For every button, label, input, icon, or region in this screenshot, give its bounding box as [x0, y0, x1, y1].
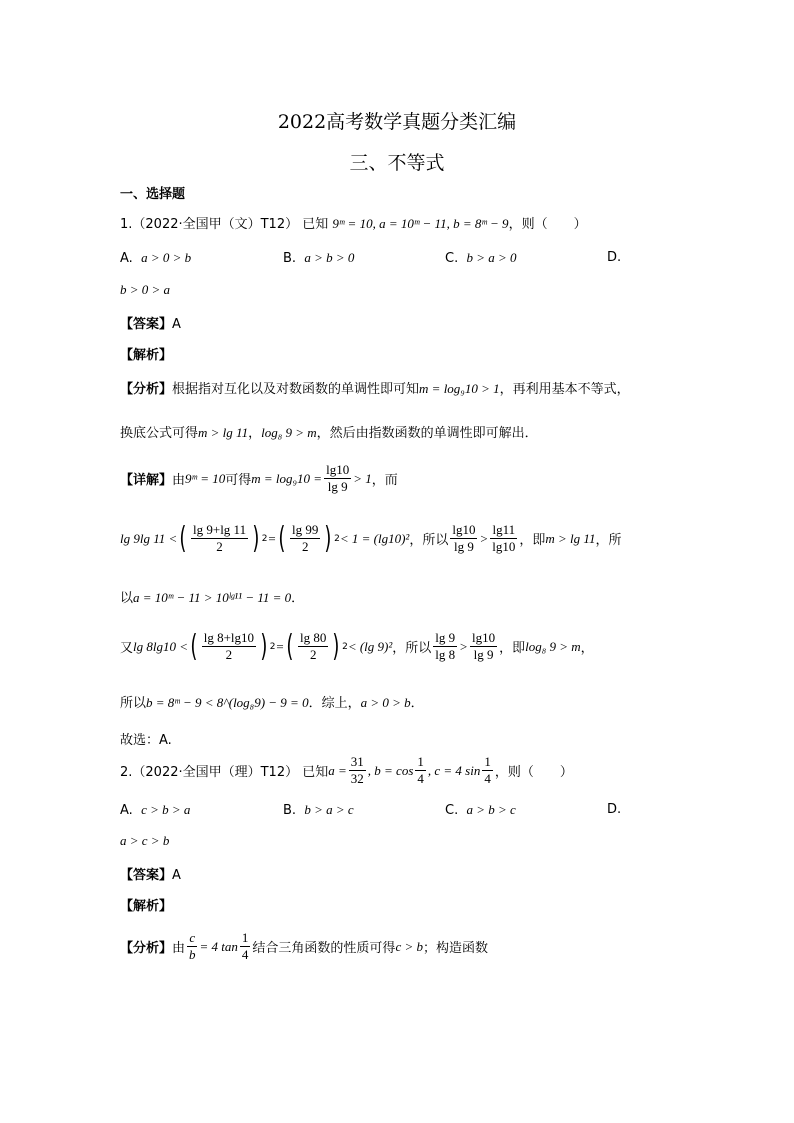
text: 又: [120, 641, 134, 656]
q2-answer: [120, 864, 181, 883]
math: m = log₉10 > 1: [419, 381, 500, 396]
math: log₈ 9 > m: [525, 638, 581, 654]
text: ，: [580, 641, 594, 656]
answer-tag: 【答案】: [120, 317, 173, 332]
q1-label: 1.（2022·全国甲（文）T12） 已知: [120, 217, 329, 232]
q1-option-c: [445, 250, 517, 266]
q2-tail: ，则（ ）: [494, 765, 573, 780]
text: ，即: [499, 641, 526, 656]
text: ，然后由指数函数的单调性即可解出．: [316, 426, 538, 441]
option-letter: C.: [445, 251, 459, 266]
math: , b = cos: [367, 762, 414, 778]
q1-fenxi-line-2: [120, 422, 538, 441]
q2-label: 2.（2022·全国甲（理）T12） 已知: [120, 765, 329, 780]
denominator: 2: [309, 647, 317, 662]
text: 可得: [225, 473, 252, 488]
paren-close: ): [324, 520, 332, 556]
math: a > 0 > b: [360, 695, 411, 710]
denominator: 32: [350, 771, 364, 786]
numerator: 1: [484, 754, 491, 769]
q2-option-c: [445, 802, 516, 818]
math: lg 9lg 11 <: [120, 530, 178, 546]
answer-value: A: [172, 317, 181, 332]
q2-fenxi-line: [120, 930, 488, 963]
option-text: a > b > c: [466, 802, 516, 817]
option-letter: A.: [120, 803, 133, 818]
fenxi-tag: 【分析】: [120, 941, 173, 956]
fraction: [290, 522, 320, 555]
q1-detail-line-5: [120, 692, 424, 711]
text: 结合三角函数的性质可得: [252, 941, 396, 956]
numerator: lg11: [492, 522, 516, 537]
denominator: b: [189, 947, 196, 962]
xiangjie-tag: 【详解】: [120, 473, 173, 488]
page-title: 2022高考数学真题分类汇编: [277, 111, 517, 133]
text: 由: [172, 941, 186, 956]
denominator: 2: [225, 647, 233, 662]
math: m > lg 11: [545, 530, 596, 546]
numerator: lg10: [326, 462, 350, 477]
fraction: [191, 522, 248, 555]
math: , c = 4 sin: [427, 762, 481, 778]
fraction: [349, 754, 366, 787]
numerator: lg10: [452, 522, 476, 537]
fraction: [187, 930, 198, 963]
text: ，再利用基本不等式，: [499, 382, 630, 397]
text: ．: [410, 696, 424, 711]
option-letter: C.: [445, 803, 459, 818]
denominator: 2: [301, 539, 309, 554]
answer-tag: 【答案】: [120, 868, 173, 883]
fenxi-tag: 【分析】: [120, 382, 173, 397]
paren-open: (: [286, 628, 294, 664]
question-2-stem: [120, 754, 573, 787]
math: =: [275, 638, 285, 654]
denominator: 4: [484, 771, 491, 786]
page-subtitle: 三、不等式: [349, 152, 445, 174]
numerator: 31: [350, 754, 364, 769]
text: 根据指对互化以及对数函数的单调性即可知: [172, 382, 420, 397]
q1-fenxi-line-1: [120, 378, 630, 397]
option-letter: D.: [607, 250, 622, 265]
q2-option-a: [120, 802, 190, 818]
denominator: 4: [241, 947, 249, 962]
q2-option-b: [283, 802, 354, 818]
q1-detail-line-2: lg 9lg 11 < ( $\frac{\lg 9+\lg 11}{2}$ ) 2 = ( $\frac{\lg 99}{2}$ ) 2 < 1 = (lg10)² ，所以 $\frac{\lg 10}{\lg 9}$ > $\frac{\lg 11}{\lg 10}$ ，即 m > lg 11 ，所: [120, 520, 622, 556]
fraction: [450, 522, 477, 555]
paren-open: (: [179, 520, 187, 556]
math: 9ᵐ = 10: [185, 470, 226, 486]
text: 以: [120, 591, 134, 606]
text: ，所: [595, 533, 622, 548]
q1-option-a: [120, 250, 191, 266]
q1-detail-line-4: 又 lg 8lg10 < ( $\frac{\lg 8+\lg 10}{2}$ ) 2 = ( $\frac{\lg 80}{2}$ ) 2 < (lg 9)² ，所以 $\frac{\lg 9}{\lg 8}$ > $\frac{\lg 10}{\lg 9}$ ，即 log₈ 9 > m ，: [120, 628, 594, 664]
q1-option-d: [607, 250, 621, 265]
text: 所以: [120, 696, 147, 711]
math: b = 8ᵐ − 9 < 8^(log₈9) − 9 = 0: [146, 695, 309, 710]
math: >: [459, 638, 468, 654]
text: 由: [172, 473, 186, 488]
q2-option-d: [607, 802, 621, 817]
text: ，所以: [392, 641, 432, 656]
paren-open: (: [190, 628, 198, 664]
fraction: [324, 462, 351, 495]
math: >: [479, 530, 489, 546]
math: > 1: [353, 470, 372, 486]
numerator: lg 9+lg 11: [193, 522, 247, 537]
q2-analysis-tag: 【解析】: [120, 899, 173, 914]
fraction: [433, 630, 457, 663]
text: ．综上，: [308, 696, 361, 711]
q1-answer: [120, 313, 181, 332]
fraction: [482, 754, 493, 787]
denominator: lg 9: [453, 539, 474, 554]
fraction: [470, 630, 497, 663]
answer-value: A: [172, 868, 181, 883]
fraction: [240, 930, 251, 963]
paren-close: ): [252, 520, 260, 556]
math: a =: [328, 762, 347, 778]
text: ；构造函数: [422, 941, 488, 956]
numerator: lg 8+lg10: [203, 630, 255, 645]
q1-option-b: [283, 250, 354, 266]
text: ，所以: [409, 533, 449, 548]
numerator: lg 9: [435, 630, 456, 645]
denominator: lg10: [492, 539, 516, 554]
q1-tail: ，则（ ）: [508, 217, 587, 232]
math: m = log₉10 =: [251, 470, 323, 486]
math: a = 10ᵐ − 11 > 10ˡᵍ¹¹ − 11 = 0: [133, 590, 292, 605]
text: ，: [248, 426, 262, 441]
denominator: lg 8: [435, 647, 456, 662]
fraction: [415, 754, 426, 787]
option-text: a > b > 0: [304, 250, 355, 265]
q1-detail-line-1: [120, 462, 398, 495]
numerator: 1: [417, 754, 424, 769]
option-text: b > a > 0: [466, 250, 517, 265]
option-letter: B.: [283, 251, 297, 266]
option-letter: A.: [120, 251, 133, 266]
q1-condition: 9ᵐ = 10, a = 10ᵐ − 11, b = 8ᵐ − 9: [332, 216, 509, 231]
math: = 4 tan: [199, 938, 238, 954]
option-text: b > a > c: [304, 802, 354, 817]
math: log₈ 9 > m: [261, 425, 317, 440]
math: < 1 = (lg10)²: [339, 530, 410, 546]
q2-option-d-text: [120, 833, 169, 849]
paren-open: (: [278, 520, 286, 556]
paren-close: ): [260, 628, 268, 664]
fraction: [298, 630, 328, 663]
q1-analysis-tag: 【解析】: [120, 348, 173, 363]
math: m > lg 11: [198, 425, 249, 440]
math: =: [267, 530, 277, 546]
section-heading: 一、选择题: [120, 187, 186, 202]
question-1-stem: [120, 213, 587, 232]
q1-conclusion: 故选：A.: [120, 733, 172, 748]
numerator: lg 80: [300, 630, 327, 645]
text: ．: [291, 591, 305, 606]
denominator: lg 9: [473, 647, 494, 662]
denominator: 2: [216, 539, 223, 554]
denominator: 4: [417, 771, 424, 786]
option-text: c > b > a: [141, 802, 191, 817]
numerator: lg 99: [292, 522, 319, 537]
text: ，即: [519, 533, 546, 548]
math: < (lg 9)²: [347, 638, 393, 654]
math: lg 8lg10 <: [133, 638, 189, 654]
q1-option-d-text: [120, 282, 170, 298]
text: 换底公式可得: [120, 426, 199, 441]
paren-close: ): [332, 628, 340, 664]
q1-detail-line-3: [120, 587, 304, 606]
fraction: [490, 522, 517, 555]
option-text: b > 0 > a: [120, 282, 171, 297]
option-text: a > c > b: [120, 833, 170, 848]
numerator: lg10: [471, 630, 496, 645]
option-text: a > 0 > b: [141, 250, 192, 265]
fraction: [202, 630, 256, 663]
math: c > b: [395, 938, 423, 954]
numerator: 1: [241, 930, 249, 945]
numerator: c: [189, 930, 196, 945]
text: ，而: [371, 473, 398, 488]
option-letter: B.: [283, 803, 297, 818]
option-letter: D.: [607, 802, 622, 817]
denominator: lg 9: [327, 479, 348, 494]
